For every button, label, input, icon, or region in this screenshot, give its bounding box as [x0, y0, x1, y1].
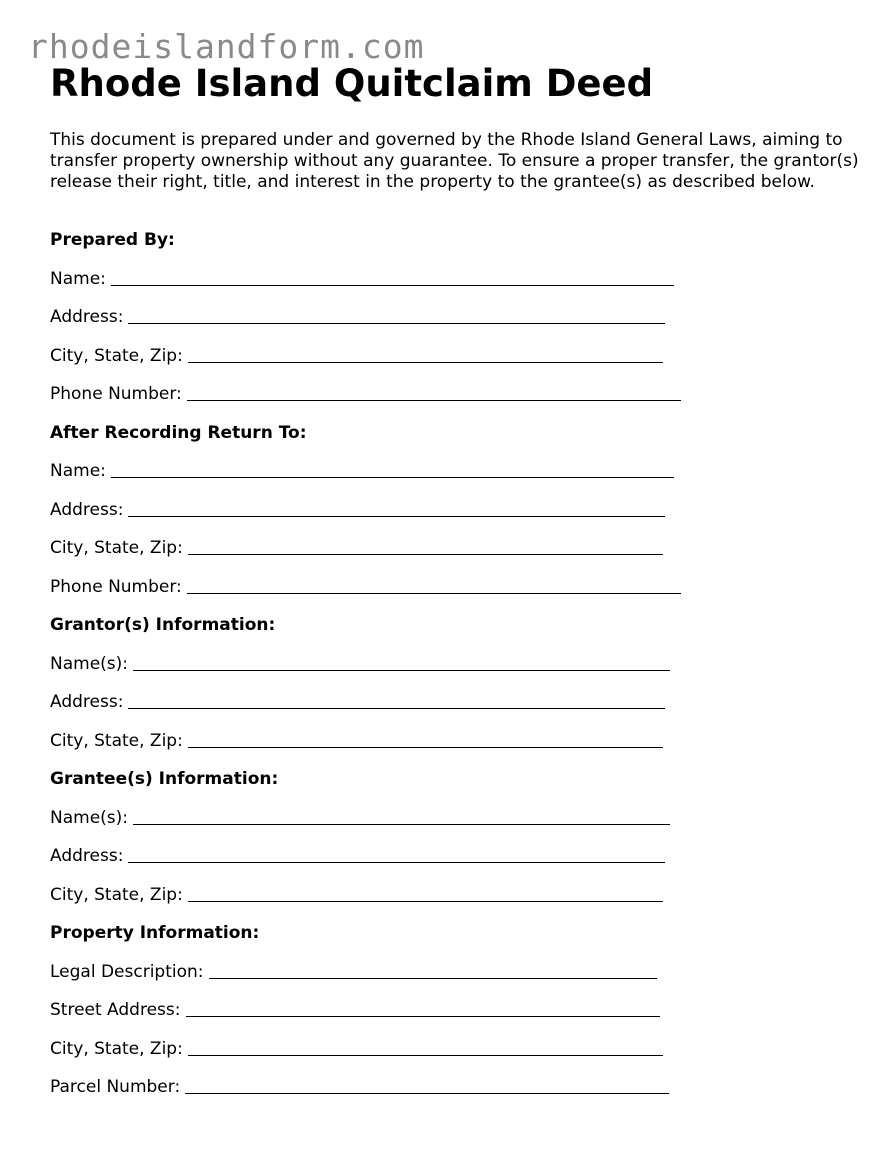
field-label: Name(s): [50, 653, 129, 674]
field-row-grantee-address [50, 842, 850, 881]
field-row-return-address [50, 496, 850, 535]
grantee-city-state-zip-blank[interactable] [188, 881, 663, 902]
grantee-address-blank[interactable] [128, 842, 665, 863]
deed-form [50, 226, 850, 1112]
return-address-blank[interactable] [128, 496, 665, 517]
field-label: City, State, Zip: [50, 538, 183, 558]
section-heading-label: Grantee(s) Information: [50, 769, 279, 789]
return-city-state-zip-blank[interactable] [188, 534, 663, 555]
field-label: Address: [50, 846, 124, 866]
field-row-prepared-address [50, 303, 850, 342]
field-row-return-city [50, 534, 850, 573]
field-label: City, State, Zip: [50, 730, 183, 751]
field-row-prepared-name [50, 265, 850, 304]
section-heading-grantor [50, 611, 850, 650]
section-heading-return-to [50, 419, 850, 458]
grantor-names-blank[interactable] [133, 650, 670, 671]
field-row-grantor-city [50, 727, 850, 766]
prepared-name-blank[interactable] [111, 265, 674, 286]
field-row-prepared-phone [50, 380, 850, 419]
section-heading-prepared-by [50, 226, 850, 265]
prepared-city-state-zip-blank[interactable] [188, 342, 663, 363]
field-row-parcel-number [50, 1073, 850, 1112]
field-row-grantee-city [50, 881, 850, 920]
field-label: Address: [50, 499, 124, 520]
document-title: Rhode Island Quitclaim Deed [50, 62, 654, 105]
field-label: City, State, Zip: [50, 1038, 183, 1059]
field-label: Name(s): [50, 807, 129, 828]
field-row-property-city [50, 1035, 850, 1074]
field-row-grantor-names [50, 650, 850, 689]
return-phone-blank[interactable] [187, 573, 681, 594]
field-label: Name: [50, 268, 106, 289]
field-row-legal-description [50, 958, 850, 997]
field-label: Phone Number: [50, 384, 182, 404]
grantor-address-blank[interactable] [128, 688, 665, 709]
field-row-return-name [50, 457, 850, 496]
field-label: Phone Number: [50, 576, 182, 597]
section-heading-label: Prepared By: [50, 230, 175, 250]
field-row-grantor-address [50, 688, 850, 727]
return-name-blank[interactable] [111, 457, 674, 478]
field-label: City, State, Zip: [50, 884, 183, 905]
field-label: City, State, Zip: [50, 345, 183, 366]
prepared-phone-blank[interactable] [187, 380, 681, 401]
field-row-return-phone [50, 573, 850, 612]
section-heading-label: Grantor(s) Information: [50, 615, 276, 635]
legal-description-blank[interactable] [209, 958, 657, 979]
section-heading-label: Property Information: [50, 923, 260, 943]
site-watermark: rhodeislandform.com [28, 27, 425, 66]
section-heading-label: After Recording Return To: [50, 422, 307, 443]
field-label: Parcel Number: [50, 1077, 181, 1097]
field-label: Street Address: [50, 1000, 181, 1020]
grantor-city-state-zip-blank[interactable] [188, 727, 663, 748]
section-heading-property [50, 919, 850, 958]
intro-paragraph: This document is prepared under and governed by the Rhode Island General Laws, aiming to transfer property ownership without any guarantee. To ensure a proper transfer, the grantor(s) release their right, title, and interest in the property to the grantee(s) as described below. [50, 130, 859, 192]
prepared-address-blank[interactable] [128, 303, 665, 324]
field-row-street-address [50, 996, 850, 1035]
field-row-prepared-city [50, 342, 850, 381]
field-label: Address: [50, 307, 124, 327]
field-row-grantee-names [50, 804, 850, 843]
street-address-blank[interactable] [186, 996, 660, 1017]
field-label: Name: [50, 461, 106, 481]
property-city-state-zip-blank[interactable] [188, 1035, 663, 1056]
grantee-names-blank[interactable] [133, 804, 670, 825]
field-label: Address: [50, 692, 124, 712]
parcel-number-blank[interactable] [185, 1073, 669, 1094]
field-label: Legal Description: [50, 961, 204, 982]
section-heading-grantee [50, 765, 850, 804]
